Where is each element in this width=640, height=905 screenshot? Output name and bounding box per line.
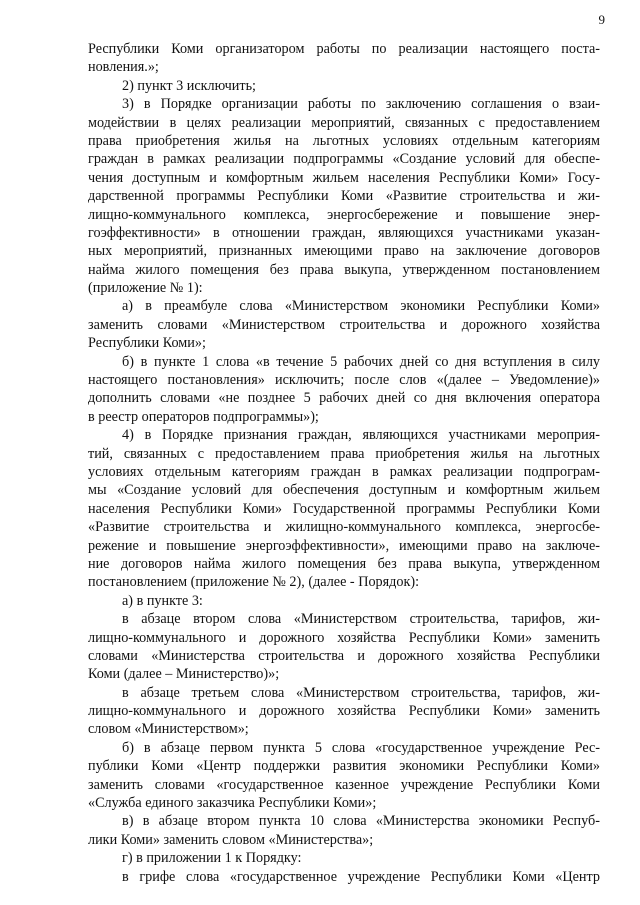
text-line: г) в приложении 1 к Порядку:: [122, 850, 302, 867]
text-line: гоэффективности» в отношении граждан, являющихся участниками указан-: [88, 224, 600, 241]
text-line: б) в абзаце первом пункта 5 слова «государственное учреждение Рес-: [122, 739, 600, 756]
page-number: 9: [598, 12, 605, 27]
text-line: публики Коми «Центр поддержки развития экономики Республики Коми»: [88, 758, 600, 775]
text-line: постановлением (приложение № 2), (далее - Порядок):: [88, 574, 420, 591]
text-line: чения доступным и комфортным жильем населения Республики Коми» Госу-: [88, 169, 600, 186]
text-line: в) в абзаце втором пункта 10 слова «Министерства экономики Респуб-: [122, 813, 600, 830]
text-line: лищно-коммунального и дорожного хозяйства Республики Коми» заменить: [88, 629, 600, 646]
text-line: ние договоров найма жилого помещения без права выкупа, утвержденном: [88, 555, 600, 572]
text-line: новления.»;: [88, 59, 159, 76]
text-line: дополнить словами «не позднее 5 рабочих дней со дня включения оператора: [88, 390, 600, 407]
text-line: словом «Министерством»;: [88, 721, 249, 738]
text-line: Республики Коми»;: [88, 335, 206, 352]
text-line: Коми (далее – Министерство)»;: [88, 666, 280, 683]
text-line: тий, связанных с предоставлением права приобретения жилья на льготных: [88, 445, 600, 462]
text-line: заменить словами «Министерством строительства и дорожного хозяйства: [88, 316, 600, 333]
text-line: найма жилого помещения без права выкупа, утвержденном постановлением: [88, 261, 600, 278]
text-line: в реестр операторов подпрограммы»);: [88, 408, 319, 425]
text-line: «Служба единого заказчика Республики Коми»;: [88, 795, 377, 812]
text-line: условиях отдельным категориям граждан в рамках реализации подпрограм-: [88, 463, 600, 480]
text-line: ных мероприятий, признанных имеющими право на заключение договоров: [88, 243, 600, 260]
text-line: словами «Министерства строительства и дорожного хозяйства Республики: [88, 647, 600, 664]
text-line: лищно-коммунального и дорожного хозяйства Республики Коми» заменить: [88, 703, 600, 720]
document-body: [88, 40, 600, 886]
text-line: заменить словами «государственное казенное учреждение Республики Коми: [88, 776, 600, 793]
text-line: граждан в рамках реализации подпрограммы «Создание условий для обеспе-: [88, 151, 600, 168]
text-line: лищно-коммунального комплекса, энергосбережение и повышение энер-: [88, 206, 600, 223]
text-line: в абзаце втором слова «Министерством строительства, тарифов, жи-: [122, 611, 600, 628]
text-line: Республики Коми организатором работы по реализации настоящего поста-: [88, 41, 600, 57]
text-line: б) в пункте 1 слова «в течение 5 рабочих дней со дня вступления в силу: [122, 353, 600, 370]
text-line: населения Республики Коми» Государственной программы Республики Коми: [88, 500, 600, 517]
text-line: а) в пункте 3:: [122, 592, 203, 609]
text-line: (приложение № 1):: [88, 280, 203, 297]
text-line: дарственной программы Республики Коми «Развитие строительства и жи-: [88, 188, 600, 205]
text-line: 2) пункт 3 исключить;: [122, 77, 256, 94]
text-line: мы «Создание условий для обеспечения доступным и комфортным жильем: [88, 482, 600, 499]
text-line: модействии в целях реализации мероприятий, связанных с предоставлением: [88, 114, 600, 131]
text-line: лики Коми» заменить словом «Министерства»;: [88, 831, 374, 848]
text-line: а) в преамбуле слова «Министерством экономики Республики Коми»: [122, 298, 600, 315]
text-line: «Развитие строительства и жилищно-коммунального комплекса, энергосбе-: [88, 519, 600, 536]
text-line: режение и повышение энергоэффективности», имеющими право на заключе-: [88, 537, 600, 554]
text-line: 4) в Порядке признания граждан, являющихся участниками мероприя-: [122, 427, 600, 444]
text-line: в грифе слова «государственное учреждение Республики Коми «Центр: [122, 868, 600, 885]
text-line: настоящего постановления» исключить; после слов «(далее – Уведомление)»: [88, 372, 600, 389]
text-line: в абзаце третьем слова «Министерством строительства, тарифов, жи-: [122, 684, 600, 701]
text-line: права приобретения жилья на льготных условиях отдельным категориям: [88, 132, 600, 149]
text-line: 3) в Порядке организации работы по заключению соглашения о взаи-: [122, 96, 600, 113]
